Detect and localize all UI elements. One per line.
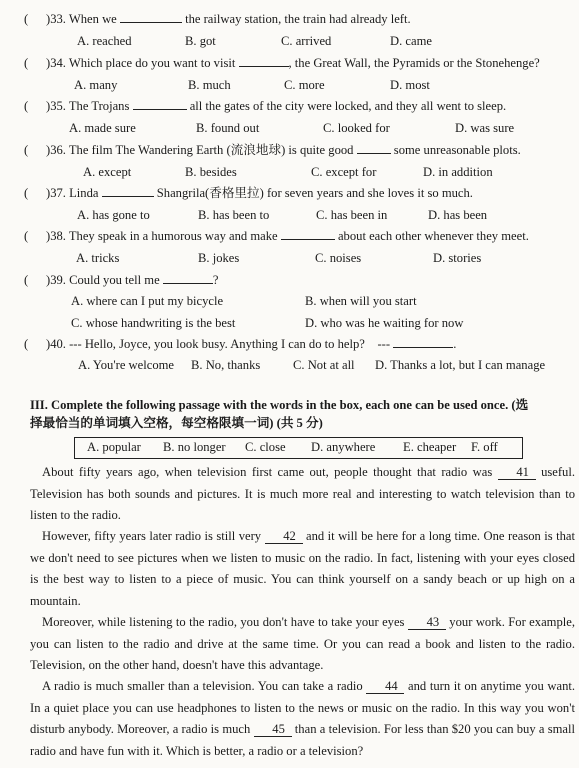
option-b: B. has been to <box>198 208 270 222</box>
option-a: A. has gone to <box>77 208 150 222</box>
option-c: C. Not at all <box>293 358 355 372</box>
answer-paren[interactable]: ( <box>24 337 29 351</box>
answer-paren[interactable]: ( <box>24 143 29 157</box>
paragraph-3: Moreover, while listening to the radio, you don't have to take your eyes 43 your work. For example, you can listen to the radio and drive at the same time. Or you can read a book and listen to the radio. Television, on the other hand, doesn't have this advantage. <box>30 615 575 672</box>
paragraph-1: About fifty years ago, when television first came out, people thought that radio was 41 useful. Television has both sounds and pictures. It is much more real and interesting to watch television than to listen to the radio. <box>30 465 575 522</box>
option-d: D. has been <box>428 208 488 222</box>
paragraph-2: However, fifty years later radio is still very 42 and it will be here for a long time. One reason is that we don't need to see pictures when we listen to music on the radio. In fact, listening with your eyes closed is the best way to listen to a piece of music. You can think yourself on a sandy beach or up high on a mountain. <box>30 529 575 608</box>
answer-paren[interactable]: ( <box>24 56 29 70</box>
word-option: B. no longer <box>163 440 226 454</box>
option-b: B. found out <box>196 121 260 135</box>
option-a: A. reached <box>77 34 132 48</box>
question-34: ( )34. Which place do you want to visit , the Great Wall, the Pyramids or the Stonehenge? <box>24 56 540 70</box>
answer-blank <box>133 98 187 110</box>
option-b: B. much <box>188 78 231 92</box>
option-d: D. stories <box>433 251 482 265</box>
option-b: B. when will you start <box>305 294 417 308</box>
word-option: F. off <box>471 440 498 454</box>
answer-paren[interactable]: ( <box>24 273 29 287</box>
blank-41[interactable]: 41 <box>498 465 536 480</box>
option-a: A. made sure <box>69 121 136 135</box>
answer-blank <box>281 228 335 240</box>
word-box <box>74 437 523 459</box>
option-a: A. where can I put my bicycle <box>71 294 224 308</box>
answer-paren[interactable]: ( <box>24 12 29 26</box>
question-39: ( )39. Could you tell me ? <box>24 273 219 287</box>
blank-43[interactable]: 43 <box>408 615 446 630</box>
question-36: ( )36. The film The Wandering Earth (流浪地球) is quite good some unreasonable plots. <box>24 143 521 157</box>
option-b: B. No, thanks <box>191 358 261 372</box>
blank-44[interactable]: 44 <box>366 679 404 694</box>
question-38: ( )38. They speak in a humorous way and make about each other whenever they meet. <box>24 229 529 243</box>
answer-blank <box>357 142 391 154</box>
option-c: C. looked for <box>323 121 390 135</box>
word-option: C. close <box>245 440 286 454</box>
option-d: D. came <box>390 34 432 48</box>
option-b: B. got <box>185 34 216 48</box>
answer-paren[interactable]: ( <box>24 186 29 200</box>
option-a: A. many <box>74 78 118 92</box>
option-d: D. most <box>390 78 430 92</box>
word-option: D. anywhere <box>311 440 376 454</box>
answer-blank <box>120 11 182 23</box>
answer-blank <box>393 336 453 348</box>
paragraph-4: A radio is much smaller than a television. You can take a radio 44 and turn it on anytime you want. In a quiet place you can use headphones to listen to the news or music on the radio. In this way you won't disturb anybody. Moreover, a radio is much 45 than a television. For less than $20 you can buy a small radio and have fun with it. Which is better, a radio or a television? <box>30 679 576 758</box>
question-37: ( )37. Linda Shangrila(香格里拉) for seven years and she loves it so much. <box>24 186 473 200</box>
answer-paren[interactable]: ( <box>24 229 29 243</box>
answer-blank <box>102 185 154 197</box>
option-d: D. who was he waiting for now <box>305 316 464 330</box>
option-b: B. besides <box>185 165 237 179</box>
option-c: C. whose handwriting is the best <box>71 316 236 330</box>
section-title: III. Complete the following passage with the words in the box, each one can be used once. (选 择最恰当的单词填入空格，每空格限填一词) (共 5 分) <box>30 398 529 430</box>
blank-45[interactable]: 45 <box>254 722 292 737</box>
option-a: A. You're welcome <box>78 358 175 372</box>
option-c: C. arrived <box>281 34 332 48</box>
option-c: C. noises <box>315 251 362 265</box>
option-d: D. in addition <box>423 165 493 179</box>
option-a: A. except <box>83 165 132 179</box>
option-b: B. jokes <box>198 251 240 265</box>
blank-42[interactable]: 42 <box>265 529 303 544</box>
word-option: E. cheaper <box>403 440 457 454</box>
question-35: ( )35. The Trojans all the gates of the city were locked, and they all went to sleep. <box>24 99 507 113</box>
question-33: ( )33. When we the railway station, the train had already left. <box>24 12 411 26</box>
option-d: D. was sure <box>455 121 515 135</box>
option-c: C. has been in <box>316 208 388 222</box>
option-c: C. more <box>284 78 325 92</box>
answer-paren[interactable]: ( <box>24 99 29 113</box>
option-c: C. except for <box>311 165 377 179</box>
question-40: ( )40. --- Hello, Joyce, you look busy. Anything I can do to help? --- . <box>24 337 457 351</box>
option-a: A. tricks <box>76 251 120 265</box>
word-option: A. popular <box>87 440 141 454</box>
answer-blank <box>163 272 213 284</box>
answer-blank <box>239 55 289 67</box>
option-d: D. Thanks a lot, but I can manage <box>375 358 546 372</box>
